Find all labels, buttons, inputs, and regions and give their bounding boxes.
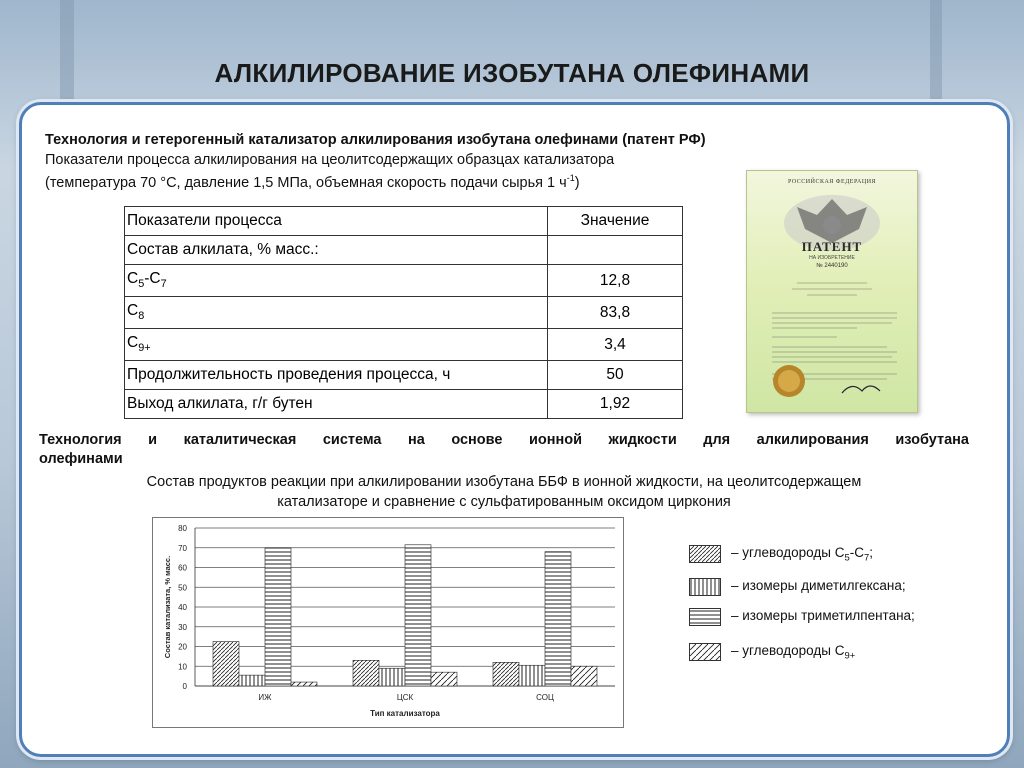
table-header-value: Значение: [548, 207, 683, 236]
y-tick-label: 30: [178, 622, 187, 632]
bar: [239, 675, 265, 686]
table-row: [125, 329, 683, 361]
bar: [545, 552, 571, 686]
bar: [379, 668, 405, 686]
legend-swatch-diag-dense: [689, 545, 721, 563]
chart-caption-line1: Состав продуктов реакции при алкилировании изобутана ББФ в ионной жидкости, на цеолитсодержащем: [146, 474, 862, 490]
chart-caption-line2: катализаторе и сравнение с сульфатированным оксидом циркония: [277, 494, 731, 510]
table-cell-value: [548, 236, 683, 265]
process-parameters-table: [124, 206, 683, 419]
x-tick-label: ЦСК: [396, 693, 414, 702]
x-tick-label: ИЖ: [258, 693, 272, 702]
legend-label: – изомеры триметилпентана;: [731, 608, 915, 623]
table-row: [125, 265, 683, 297]
legend-swatch-diag-sparse: [689, 643, 721, 661]
legend-label: – углеводороды $С_{9+}$: [731, 643, 856, 662]
patent-header: РОССИЙСКАЯ ФЕДЕРАЦИЯ: [787, 179, 877, 185]
table-cell-value: 50: [548, 361, 683, 390]
table-row: [125, 297, 683, 329]
section2-heading-line1: Технология и каталитическая система на основе ионной жидкости для алкилирования изобутана: [39, 432, 969, 448]
background-tower-left: [60, 0, 74, 110]
table-cell-value: 3,4: [548, 329, 683, 361]
bar: [213, 642, 239, 686]
bar: [431, 672, 457, 686]
y-tick-label: 10: [178, 662, 187, 672]
table-cell-param: Продолжительность проведения процесса, ч: [125, 361, 548, 390]
table-cell-value: 12,8: [548, 265, 683, 297]
y-tick-label: 50: [178, 583, 187, 593]
slide-title: АЛКИЛИРОВАНИЕ ИЗОБУТАНА ОЛЕФИНАМИ: [214, 58, 810, 88]
chart-frame: [152, 517, 624, 728]
composition-bar-chart: [153, 518, 623, 727]
bar: [265, 548, 291, 686]
y-tick-label: 60: [178, 563, 187, 573]
table-header-row: [125, 207, 683, 236]
bar: [519, 665, 545, 686]
table-cell-param: Выход алкилата, г/г бутен: [125, 390, 548, 419]
table-row: [125, 361, 683, 390]
table-cell-value: 1,92: [548, 390, 683, 419]
y-tick-label: 80: [178, 524, 187, 533]
patent-text-lines: [747, 171, 917, 412]
bar: [291, 682, 317, 686]
x-tick-label: СОЦ: [536, 693, 554, 702]
legend-label: – углеводороды $С_5-С_7$;: [731, 545, 873, 564]
table-header-param: Показатели процесса: [125, 207, 548, 236]
y-tick-label: 70: [178, 543, 187, 553]
legend-label: – изомеры диметилгексана;: [731, 578, 906, 593]
y-tick-label: 40: [178, 603, 187, 612]
bar: [571, 666, 597, 686]
section1-conditions: (температура 70 °С, давление 1,5 МПа, объемная скорость подачи сырья 1 $ч^{-1}$): [45, 173, 580, 191]
section1-subtitle: Показатели процесса алкилирования на цеолитсодержащих образцах катализатора: [45, 152, 615, 168]
x-axis-title: Тип катализатора: [370, 709, 440, 718]
table-row: [125, 390, 683, 419]
patent-certificate-image: [746, 170, 918, 413]
table-cell-param: Состав алкилата, % масс.:: [125, 236, 548, 265]
table-cell-param: $С_{9+}$: [125, 329, 548, 361]
patent-subtitle: НА ИЗОБРЕТЕНИЕ: [809, 255, 855, 261]
table-cell-param: $С_8$: [125, 297, 548, 329]
patent-number: № 2440190: [816, 263, 848, 269]
table-row: [125, 236, 683, 265]
y-tick-label: 20: [178, 642, 187, 652]
bar: [493, 662, 519, 686]
bar: [353, 660, 379, 686]
y-tick-label: 0: [182, 682, 187, 691]
table-cell-value: 83,8: [548, 297, 683, 329]
section1-heading: Технология и гетерогенный катализатор алкилирования изобутана олефинами (патент РФ): [45, 132, 706, 148]
section2-heading-line2: олефинами: [39, 451, 123, 467]
legend-swatch-vertical: [689, 578, 721, 596]
chart-caption: [0, 472, 1008, 512]
table-cell-param: $С_5-С_7$: [125, 265, 548, 297]
patent-label: ПАТЕНТ: [801, 239, 863, 254]
bar: [405, 545, 431, 686]
y-axis-title: Состав катализата, % масс.: [163, 555, 172, 659]
legend-swatch-horizontal: [689, 608, 721, 626]
